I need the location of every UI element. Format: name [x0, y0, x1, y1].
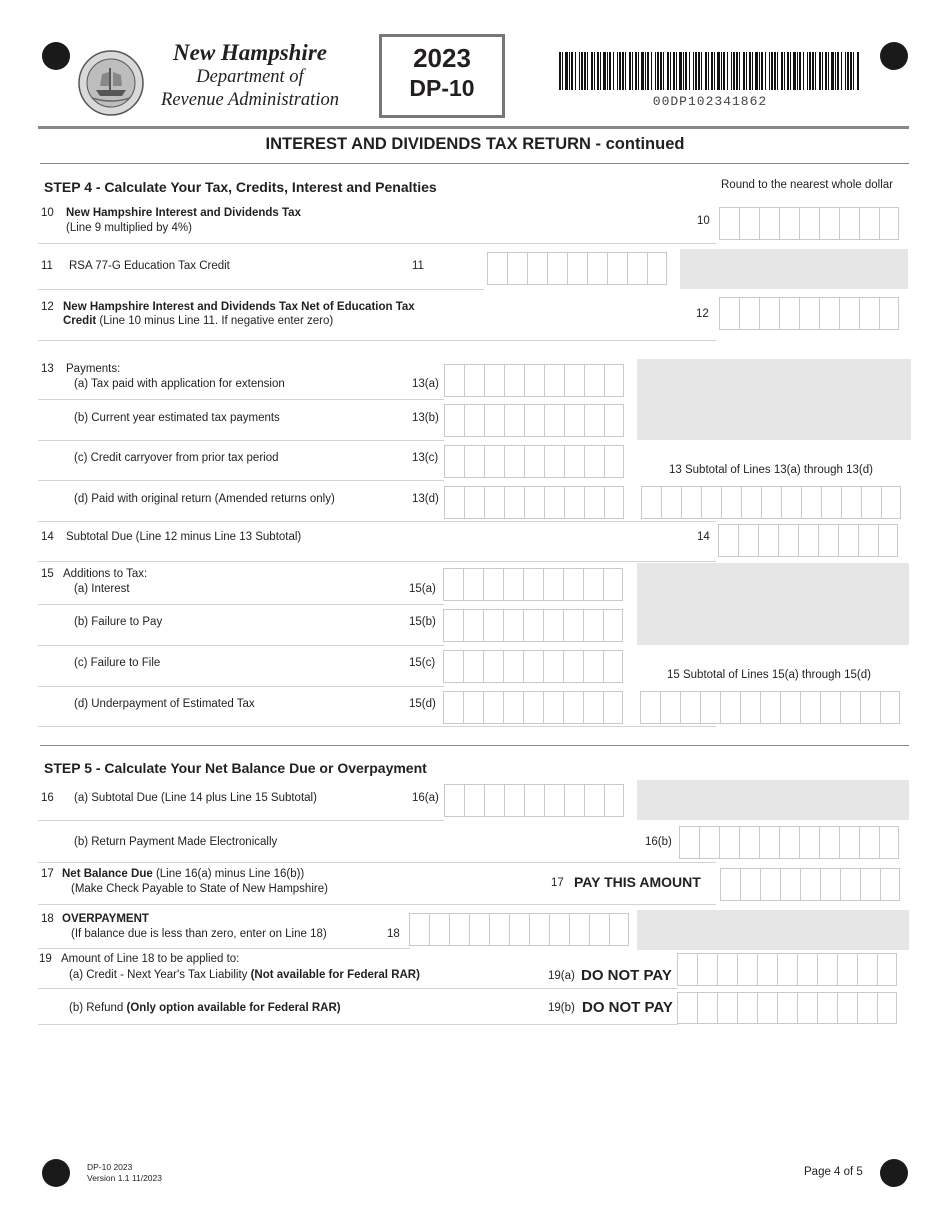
line-18-number: 18 [41, 913, 54, 925]
line-15c-amount-field[interactable] [443, 650, 623, 683]
line-15-subtotal-field[interactable] [640, 691, 900, 724]
shaded-area [637, 780, 909, 820]
step4-heading: STEP 4 - Calculate Your Tax, Credits, Interest and Penalties [44, 179, 437, 195]
row-divider [38, 862, 716, 863]
row-divider [38, 1024, 678, 1025]
footer-version: Version 1.1 11/2023 [87, 1173, 162, 1183]
line-19b-label: (b) Refund [69, 1002, 127, 1014]
registration-mark [42, 1159, 70, 1187]
line-10-number: 10 [41, 207, 54, 219]
line-18-ref: 18 [387, 928, 400, 940]
line-11-ref: 11 [412, 260, 424, 272]
footer-form: DP-10 2023 [87, 1162, 133, 1172]
shaded-area [680, 249, 908, 289]
line-15-subtotal-label: 15 Subtotal of Lines 15(a) through 15(d) [667, 669, 871, 681]
page-number: Page 4 of 5 [804, 1166, 863, 1178]
line-17-amount-field[interactable] [720, 868, 900, 901]
line-19-label: Amount of Line 18 to be applied to: [61, 953, 240, 965]
round-note: Round to the nearest whole dollar [721, 179, 893, 191]
line-15b-label: (b) Failure to Pay [74, 616, 163, 628]
form-code: DP-10 [409, 75, 475, 101]
title-rule [40, 163, 909, 164]
line-15c-ref: 15(c) [409, 657, 436, 669]
line-10-amount-field[interactable] [719, 207, 899, 240]
line-16b-amount-field[interactable] [679, 826, 899, 859]
line-12-subtitle: (Line 10 minus Line 11. If negative enter zero) [96, 315, 334, 327]
line-11-amount-field[interactable] [487, 252, 667, 285]
line-10-ref: 10 [697, 215, 710, 227]
line-16a-ref: 16(a) [412, 792, 439, 804]
line-15-number: 15 [41, 568, 54, 580]
line-19b-ref: 19(b) [548, 1002, 575, 1014]
line-19a-do-not-pay: DO NOT PAY [581, 967, 672, 984]
line-19a-label: (a) Credit - Next Year's Tax Liability [69, 969, 251, 981]
line-15b-amount-field[interactable] [443, 609, 623, 642]
line-15a-ref: 15(a) [409, 583, 436, 595]
line-11-label: RSA 77-G Education Tax Credit [69, 260, 230, 272]
line-13-subtotal-field[interactable] [641, 486, 901, 519]
registration-mark [880, 42, 908, 70]
line-13c-amount-field[interactable] [444, 445, 624, 478]
line-19b-note: (Only option available for Federal RAR) [126, 1002, 341, 1014]
line-13-number: 13 [41, 363, 54, 375]
step5-rule [40, 745, 909, 746]
barcode-number: 00DP102341862 [652, 94, 768, 109]
page-title: INTEREST AND DIVIDENDS TAX RETURN - continued [265, 135, 685, 153]
line-13d-amount-field[interactable] [444, 486, 624, 519]
line-10-title: New Hampshire Interest and Dividends Tax [66, 207, 301, 219]
agency-name [144, 40, 356, 111]
row-divider [38, 645, 444, 646]
row-divider [38, 340, 716, 341]
line-16a-amount-field[interactable] [444, 784, 624, 817]
line-19a-note: (Not available for Federal RAR) [250, 969, 420, 981]
line-16a-label: (a) Subtotal Due (Line 14 plus Line 15 Subtotal) [74, 792, 317, 804]
row-divider [38, 243, 716, 244]
state-seal [78, 50, 144, 116]
row-divider [38, 726, 716, 727]
tax-year: 2023 [413, 43, 471, 73]
line-13b-amount-field[interactable] [444, 404, 624, 437]
line-17-subtitle: (Make Check Payable to State of New Hampshire) [71, 883, 328, 895]
form-id-box [379, 34, 505, 118]
footer-form-info [87, 1162, 162, 1184]
line-13b-ref: 13(b) [412, 412, 439, 424]
line-14-label: Subtotal Due (Line 12 minus Line 13 Subtotal) [66, 531, 302, 543]
line-12-title: New Hampshire Interest and Dividends Tax Net of Education Tax [63, 301, 415, 313]
line-15d-label: (d) Underpayment of Estimated Tax [74, 698, 255, 710]
row-divider [38, 561, 716, 562]
barcode-icon [559, 52, 861, 90]
row-divider [38, 289, 484, 290]
shaded-area [637, 563, 909, 645]
row-divider [38, 480, 444, 481]
line-19a-amount-field[interactable] [677, 953, 897, 986]
line-13b-label: (b) Current year estimated tax payments [74, 412, 280, 424]
state-name: New Hampshire [173, 40, 327, 65]
line-19b-amount-field[interactable] [677, 992, 897, 1024]
shaded-area [637, 910, 909, 950]
line-12-ref: 12 [696, 308, 709, 320]
line-16b-label: (b) Return Payment Made Electronically [74, 836, 278, 848]
row-divider [38, 686, 444, 687]
department-line-2: Revenue Administration [161, 90, 339, 110]
row-divider [38, 820, 444, 821]
line-15a-amount-field[interactable] [443, 568, 623, 601]
line-13c-label: (c) Credit carryover from prior tax period [74, 452, 279, 464]
line-13-subtotal-label: 13 Subtotal of Lines 13(a) through 13(d) [669, 464, 873, 476]
line-13-label: Payments: [66, 363, 121, 375]
line-12-amount-field[interactable] [719, 297, 899, 330]
line-19a-ref: 19(a) [548, 970, 575, 982]
department-line-1: Department of [196, 67, 304, 87]
line-18-subtitle: (If balance due is less than zero, enter on Line 18) [71, 928, 327, 940]
line-13c-ref: 13(c) [412, 452, 439, 464]
line-17-title-cont: (Line 16(a) minus Line 16(b)) [152, 868, 305, 880]
registration-mark [42, 42, 70, 70]
shaded-area [637, 359, 911, 440]
row-divider [38, 399, 444, 400]
pay-this-amount-label: PAY THIS AMOUNT [574, 874, 701, 890]
line-15d-amount-field[interactable] [443, 691, 623, 724]
line-13a-label: (a) Tax paid with application for extension [74, 378, 285, 390]
line-11-number: 11 [41, 260, 53, 272]
registration-mark [880, 1159, 908, 1187]
line-15c-label: (c) Failure to File [74, 657, 161, 669]
line-19b-do-not-pay: DO NOT PAY [582, 999, 673, 1016]
line-13d-label: (d) Paid with original return (Amended returns only) [74, 493, 335, 505]
line-10-subtitle: (Line 9 multiplied by 4%) [66, 222, 192, 234]
line-16-number: 16 [41, 792, 54, 804]
step5-heading: STEP 5 - Calculate Your Net Balance Due or Overpayment [44, 760, 427, 776]
header-rule [38, 126, 909, 129]
line-16b-ref: 16(b) [645, 836, 672, 848]
row-divider [38, 604, 444, 605]
line-15b-ref: 15(b) [409, 616, 436, 628]
line-14-amount-field[interactable] [718, 524, 898, 557]
line-15a-label: (a) Interest [74, 583, 130, 595]
row-divider [38, 988, 678, 989]
line-17-number: 17 [41, 868, 54, 880]
line-13a-ref: 13(a) [412, 378, 439, 390]
line-12-number: 12 [41, 301, 54, 313]
row-divider [38, 904, 716, 905]
line-17-ref: 17 [551, 877, 564, 889]
line-14-ref: 14 [697, 531, 710, 543]
line-17-title: Net Balance Due [62, 868, 153, 880]
row-divider [38, 521, 716, 522]
line-13d-ref: 13(d) [412, 493, 439, 505]
line-18-amount-field[interactable] [409, 913, 629, 946]
line-13a-amount-field[interactable] [444, 364, 624, 397]
barcode [559, 52, 861, 92]
line-12-title-cont: Credit [63, 315, 97, 327]
line-14-number: 14 [41, 531, 54, 543]
line-18-title: OVERPAYMENT [62, 913, 149, 925]
line-15-label: Additions to Tax: [63, 568, 148, 580]
line-19-number: 19 [39, 953, 52, 965]
line-15d-ref: 15(d) [409, 698, 436, 710]
row-divider [38, 948, 410, 949]
row-divider [38, 440, 444, 441]
